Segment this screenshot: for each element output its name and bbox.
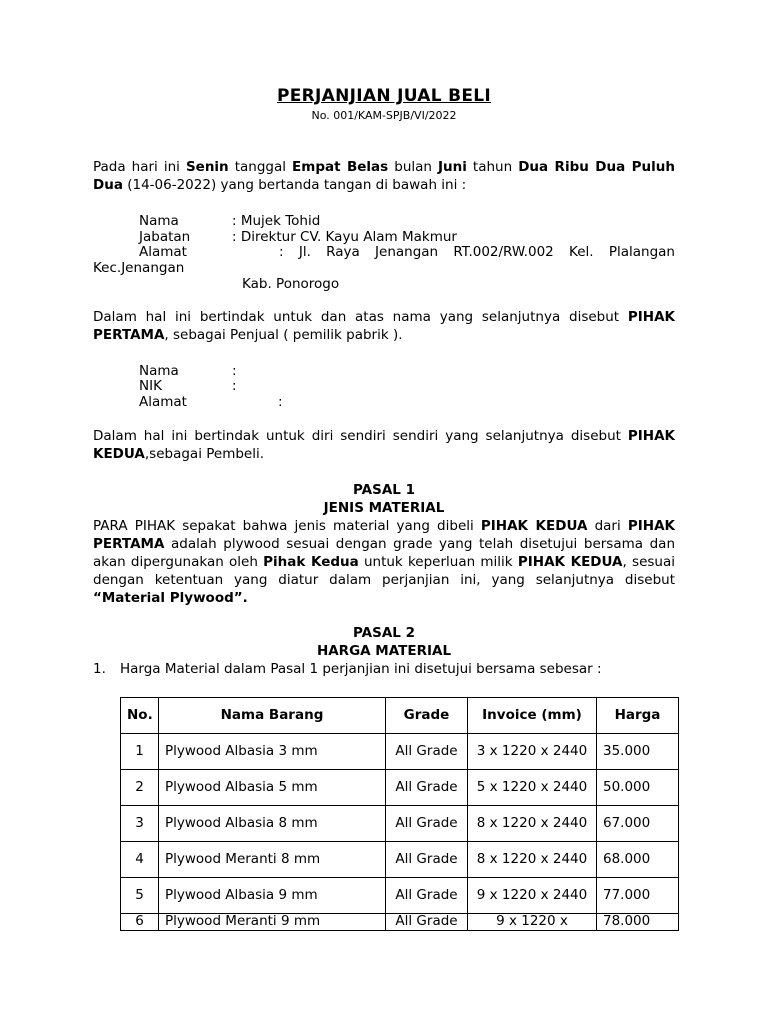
cell-nama-barang: Plywood Albasia 8 mm — [159, 806, 386, 842]
cell-grade: All Grade — [386, 878, 468, 914]
party2-role: PIHAK KEDUA — [93, 428, 675, 462]
cell-harga: 77.000 — [597, 878, 679, 914]
pasal2-heading: PASAL 2 — [353, 625, 415, 641]
party1-alamat-line2: Kec.Jenangan — [93, 260, 185, 276]
intro-text: (14-06-2022) yang bertanda tangan di bawah ini : — [122, 177, 467, 193]
pasal1-paragraph — [93, 517, 675, 607]
party1-alamat-label: Alamat — [139, 244, 187, 260]
party2-alamat-label: Alamat — [139, 394, 187, 410]
pasal1-bold: PIHAK KEDUA — [517, 554, 623, 570]
cell-invoice: 8 x 1220 x 2440 — [468, 806, 597, 842]
party1-alamat-line3: Kab. Ponorogo — [242, 276, 340, 292]
pasal2-item-number: 1. — [93, 661, 106, 677]
intro-year: Dua Ribu Dua Puluh Dua — [93, 159, 676, 193]
cell-invoice: 9 x 1220 x — [468, 914, 597, 931]
pasal1-text: dari — [587, 518, 628, 534]
document-number: No. 001/KAM-SPJB/VI/2022 — [311, 109, 457, 122]
party2-description — [93, 427, 675, 463]
intro-month: Juni — [438, 159, 467, 175]
cell-nama-barang: Plywood Meranti 9 mm — [159, 914, 386, 931]
party2-nik-colon: : — [232, 378, 237, 394]
table-row — [121, 734, 679, 770]
cell-grade: All Grade — [386, 734, 468, 770]
party1-nama-label: Nama — [139, 213, 179, 229]
pasal1-text: adalah plywood sesuai dengan grade yang telah disetujui bersama dan akan dipergunakan oleh — [93, 536, 675, 570]
party1-jabatan-value: : Direktur CV. Kayu Alam Makmur — [232, 229, 457, 245]
party1-description — [93, 308, 675, 344]
cell-harga: 50.000 — [597, 770, 679, 806]
column-header: No. — [121, 698, 159, 734]
intro-date: Empat Belas — [292, 159, 389, 175]
party2-nik-label: NIK — [139, 378, 162, 394]
cell-harga: 67.000 — [597, 806, 679, 842]
cell-invoice: 5 x 1220 x 2440 — [468, 770, 597, 806]
column-header: Harga — [597, 698, 679, 734]
cell-grade: All Grade — [386, 914, 468, 931]
intro-text: tanggal — [228, 159, 293, 175]
cell-grade: All Grade — [386, 806, 468, 842]
party1-nama-value: : Mujek Tohid — [232, 213, 321, 229]
cell-no: 6 — [121, 914, 159, 931]
pasal1-bold: PIHAK KEDUA — [480, 518, 588, 534]
table-row — [121, 770, 679, 806]
cell-nama-barang: Plywood Albasia 9 mm — [159, 878, 386, 914]
pasal1-bold: “Material Plywood”. — [93, 590, 248, 606]
table-row — [121, 842, 679, 878]
pasal1-text: , sesuai dengan ketentuan yang diatur dalam perjanjian ini, yang selanjutnya disebut — [93, 554, 675, 588]
table-row — [121, 914, 679, 931]
pasal2-item-text: Harga Material dalam Pasal 1 perjanjian ini disetujui bersama sebesar : — [120, 661, 602, 677]
party2-desc-text: ,sebagai Pembeli. — [144, 446, 265, 462]
pasal2-subheading: HARGA MATERIAL — [316, 643, 452, 659]
table-row — [121, 878, 679, 914]
party1-desc-text: , sebagai Penjual ( pemilik pabrik ). — [164, 327, 403, 343]
party1-desc-text: Dalam hal ini bertindak untuk dan atas nama yang selanjutnya disebut — [93, 309, 628, 325]
party2-nama-colon: : — [232, 363, 237, 379]
cell-no: 5 — [121, 878, 159, 914]
column-header: Invoice (mm) — [468, 698, 597, 734]
pasal1-subheading: JENIS MATERIAL — [323, 500, 445, 516]
party1-alamat-value: : Jl. Raya Jenangan RT.002/RW.002 Kel. Plalangan — [279, 244, 675, 260]
column-header: Grade — [386, 698, 468, 734]
intro-paragraph — [93, 158, 675, 194]
party1-jabatan-label: Jabatan — [139, 229, 191, 245]
cell-harga: 68.000 — [597, 842, 679, 878]
cell-invoice: 3 x 1220 x 2440 — [468, 734, 597, 770]
pasal1-bold: PIHAK PERTAMA — [93, 518, 675, 552]
intro-text: bulan — [388, 159, 438, 175]
cell-no: 4 — [121, 842, 159, 878]
cell-grade: All Grade — [386, 770, 468, 806]
pasal1-text: untuk keperluan milik — [358, 554, 518, 570]
pasal1-text: PARA PIHAK sepakat bahwa jenis material yang dibeli — [93, 518, 481, 534]
party2-nama-label: Nama — [139, 363, 179, 379]
cell-invoice: 9 x 1220 x 2440 — [468, 878, 597, 914]
party2-desc-text: Dalam hal ini bertindak untuk diri sendiri sendiri yang selanjutnya disebut — [93, 428, 628, 444]
cell-harga: 78.000 — [597, 914, 679, 931]
cell-invoice: 8 x 1220 x 2440 — [468, 842, 597, 878]
intro-text: Pada hari ini — [93, 159, 186, 175]
document-title: PERJANJIAN JUAL BELI — [276, 86, 492, 106]
cell-no: 1 — [121, 734, 159, 770]
table-header-row — [121, 698, 679, 734]
pasal1-bold: Pihak Kedua — [263, 554, 359, 570]
cell-no: 2 — [121, 770, 159, 806]
price-table — [120, 697, 679, 931]
party2-alamat-colon: : — [278, 394, 283, 410]
cell-nama-barang: Plywood Meranti 8 mm — [159, 842, 386, 878]
party1-role: PIHAK PERTAMA — [93, 309, 675, 343]
table-row — [121, 806, 679, 842]
cell-no: 3 — [121, 806, 159, 842]
intro-text: tahun — [466, 159, 519, 175]
intro-day: Senin — [185, 159, 229, 175]
cell-harga: 35.000 — [597, 734, 679, 770]
cell-grade: All Grade — [386, 842, 468, 878]
cell-nama-barang: Plywood Albasia 3 mm — [159, 734, 386, 770]
cell-nama-barang: Plywood Albasia 5 mm — [159, 770, 386, 806]
pasal1-heading: PASAL 1 — [353, 482, 415, 498]
column-header: Nama Barang — [159, 698, 386, 734]
